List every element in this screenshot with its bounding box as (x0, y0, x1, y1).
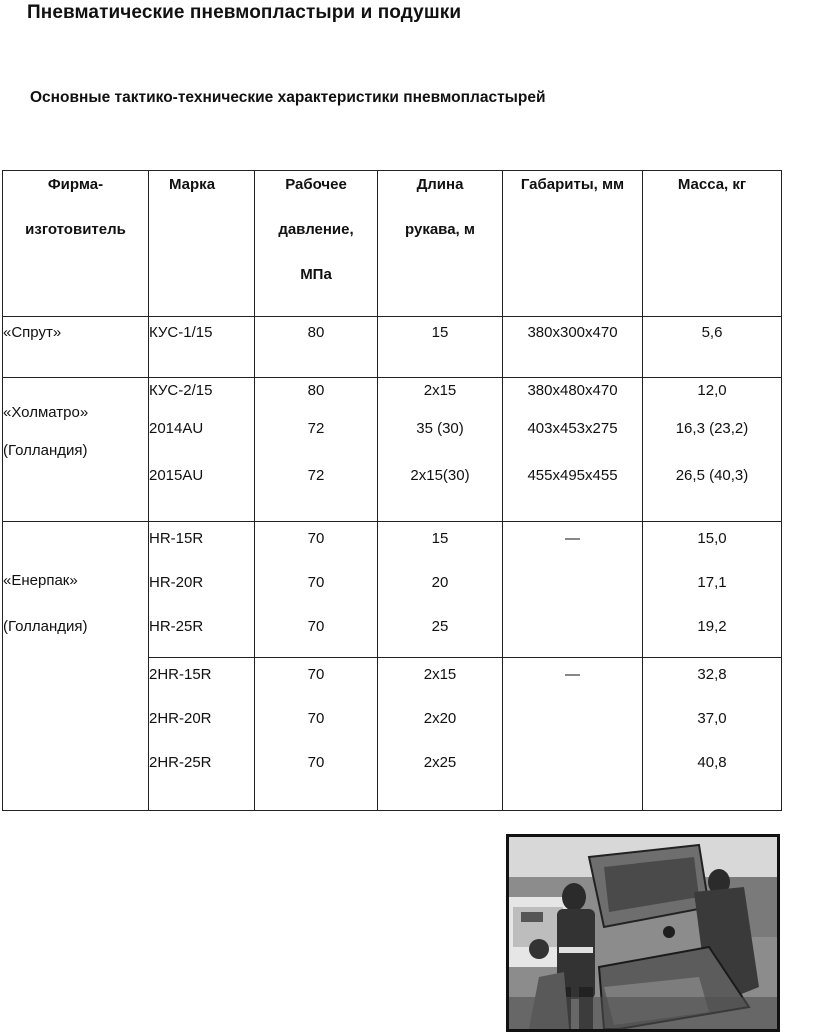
header-hose (378, 171, 503, 317)
table-row-enerpak-group1 (3, 522, 782, 658)
mass-value: 15,0 (697, 530, 727, 547)
maker-cell (3, 317, 149, 378)
header-dims-label: Габариты, мм (520, 176, 625, 193)
header-pressure-line3: МПа (300, 266, 332, 283)
hose-value: 2х15 (423, 382, 457, 399)
dims-value: — (565, 530, 580, 547)
header-pressure (255, 171, 378, 317)
mass-cell (643, 378, 782, 522)
hose-value: 15 (431, 324, 449, 341)
maker-cell (3, 378, 149, 522)
mass-value: 17,1 (697, 574, 727, 591)
dims-value: — (565, 666, 580, 683)
header-hose-line1: Длина (416, 176, 464, 193)
pressure-value: 72 (307, 420, 325, 437)
model-value: 2HR-25R (149, 754, 212, 771)
mass-value: 40,8 (697, 754, 727, 771)
pressure-cell (255, 658, 378, 811)
mass-cell (643, 658, 782, 811)
header-model (149, 171, 255, 317)
hose-value: 15 (431, 530, 449, 547)
hose-value: 2х25 (423, 754, 457, 771)
maker-name: «Холматро» (3, 404, 89, 421)
dims-value: 380х300х470 (527, 324, 618, 341)
model-value: 2014AU (149, 420, 204, 437)
rescue-photo (506, 834, 780, 1032)
pressure-cell (255, 317, 378, 378)
hose-cell (378, 658, 503, 811)
pressure-value: 72 (307, 467, 325, 484)
mass-cell (643, 317, 782, 378)
hose-value: 25 (431, 618, 449, 635)
pressure-value: 80 (307, 324, 325, 341)
maker-country: (Голландия) (3, 618, 88, 635)
mass-value: 32,8 (697, 666, 727, 683)
model-cell (149, 317, 255, 378)
specs-table (2, 170, 782, 811)
model-value: 2015AU (149, 467, 204, 484)
pressure-value: 80 (307, 382, 325, 399)
maker-name: «Спрут» (3, 324, 62, 341)
pressure-value: 70 (307, 530, 325, 547)
hose-cell (378, 317, 503, 378)
header-pressure-line1: Рабочее (285, 176, 347, 193)
model-value: HR-15R (149, 530, 204, 547)
header-mass-label: Масса, кг (677, 176, 747, 193)
mass-value: 19,2 (697, 618, 727, 635)
header-maker-line1: Фирма- (47, 176, 104, 193)
model-value: КУС-1/15 (149, 324, 213, 341)
hose-cell (378, 522, 503, 658)
hose-value: 20 (431, 574, 449, 591)
mass-value: 16,3 (23,2) (675, 420, 749, 437)
pressure-cell (255, 378, 378, 522)
model-value: 2HR-15R (149, 666, 212, 683)
mass-value: 5,6 (701, 324, 723, 341)
model-value: HR-25R (149, 618, 204, 635)
pressure-cell (255, 522, 378, 658)
maker-country: (Голландия) (3, 442, 88, 459)
table-row-holmatro (3, 378, 782, 522)
pressure-value: 70 (307, 754, 325, 771)
dims-value: 380х480х470 (527, 382, 618, 399)
model-cell (149, 522, 255, 658)
mass-value: 37,0 (697, 710, 727, 727)
dims-value: 403х453х275 (527, 420, 618, 437)
model-value: 2HR-20R (149, 710, 212, 727)
rescue-photo-illustration (509, 837, 777, 1029)
pressure-value: 70 (307, 710, 325, 727)
hose-value: 2х15(30) (410, 467, 470, 484)
hose-value: 2х15 (423, 666, 457, 683)
dims-cell (503, 658, 643, 811)
model-cell (149, 658, 255, 811)
header-maker (3, 171, 149, 317)
maker-name: «Енерпак» (3, 572, 78, 589)
maker-cell (3, 522, 149, 811)
model-cell (149, 378, 255, 522)
model-value: КУС-2/15 (149, 382, 213, 399)
header-mass (643, 171, 782, 317)
page-title: Пневматические пневмопластыри и подушки (27, 2, 462, 23)
header-model-label: Марка (169, 176, 216, 193)
mass-cell (643, 522, 782, 658)
hose-value: 35 (30) (416, 420, 464, 437)
mass-value: 12,0 (697, 382, 727, 399)
dims-cell (503, 522, 643, 658)
header-dims (503, 171, 643, 317)
dims-value: 455х495х455 (527, 467, 618, 484)
hose-cell (378, 378, 503, 522)
section-title: Основные тактико-технические характеристики пневмопластырей (30, 89, 546, 106)
table-row-sprut (3, 317, 782, 378)
model-value: HR-20R (149, 574, 204, 591)
dims-cell (503, 317, 643, 378)
hose-value: 2х20 (423, 710, 457, 727)
pressure-value: 70 (307, 574, 325, 591)
table-header-row (3, 171, 782, 317)
pressure-value: 70 (307, 618, 325, 635)
header-pressure-line2: давление, (278, 221, 354, 238)
header-hose-line2: рукава, м (405, 221, 475, 238)
mass-value: 26,5 (40,3) (675, 467, 749, 484)
pressure-value: 70 (307, 666, 325, 683)
dims-cell (503, 378, 643, 522)
header-maker-line2: изготовитель (25, 221, 126, 238)
